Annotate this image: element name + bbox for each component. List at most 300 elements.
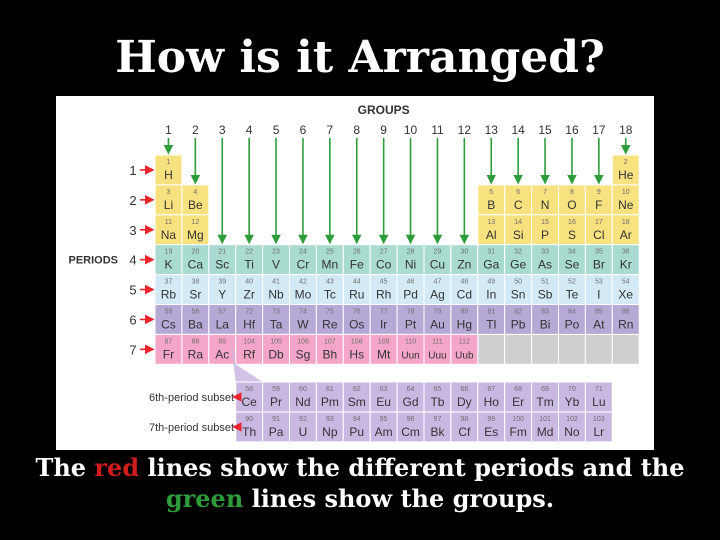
element-symbol: Es <box>484 425 499 439</box>
atomic-number: 37 <box>164 278 173 286</box>
atomic-number: 98 <box>460 416 469 423</box>
atomic-number: 97 <box>433 416 442 423</box>
period-number-5: 5 <box>129 282 137 298</box>
element-symbol: Se <box>564 257 580 272</box>
element-symbol: Yb <box>564 395 580 409</box>
atomic-number: 94 <box>352 416 361 423</box>
element-Si <box>505 215 532 245</box>
element-symbol: Uub <box>455 350 474 362</box>
atomic-number: 51 <box>541 278 549 286</box>
element-Mg <box>182 215 209 245</box>
element-symbol: Sb <box>537 287 553 302</box>
subset7-element-Cm <box>397 412 424 442</box>
subset6-element-Nd <box>290 382 317 412</box>
element-Pb <box>505 305 532 335</box>
atomic-number: 6 <box>516 188 521 196</box>
atomic-number: 24 <box>299 248 307 256</box>
element-symbol: Ne <box>618 197 634 212</box>
element-Bh <box>316 334 343 364</box>
element-Zr <box>236 275 263 305</box>
element-symbol: Be <box>188 197 203 212</box>
element-Ag <box>424 275 451 305</box>
element-Ta <box>263 305 290 335</box>
element-symbol: Pa <box>268 425 284 439</box>
element-symbol: Db <box>268 347 284 362</box>
atomic-number: 70 <box>568 386 576 393</box>
period-number-7: 7 <box>129 342 137 358</box>
atomic-number: 40 <box>245 278 254 286</box>
element-K <box>155 245 182 275</box>
atomic-number: 46 <box>406 278 415 286</box>
subset7-element-Es <box>478 412 505 442</box>
element-symbol: Kr <box>619 257 632 272</box>
element-symbol: Ir <box>379 317 388 332</box>
element-symbol: Y <box>218 287 227 302</box>
atomic-number: 62 <box>352 386 361 393</box>
atomic-number: 107 <box>324 338 336 346</box>
subset6-element-Gd <box>397 382 424 412</box>
element-Tl <box>478 305 505 335</box>
caption-text-2: lines show the different periods and the <box>139 453 685 482</box>
element-Mt <box>370 334 397 364</box>
element-Os <box>343 305 370 335</box>
element-N <box>532 185 559 215</box>
element-symbol: Cd <box>456 287 473 302</box>
atomic-number: 82 <box>514 308 523 316</box>
atomic-number: 55 <box>164 308 173 316</box>
element-Tc <box>316 275 343 305</box>
atomic-number: 95 <box>379 416 388 423</box>
atomic-number: 2 <box>623 159 628 166</box>
atomic-number: 17 <box>594 218 603 226</box>
element-symbol: Sc <box>215 257 230 272</box>
element-symbol: Os <box>349 317 365 332</box>
atomic-number: 30 <box>460 248 469 256</box>
atomic-number: 38 <box>191 278 200 286</box>
subset6-element-Sm <box>343 382 370 412</box>
atomic-number: 12 <box>191 218 200 226</box>
atomic-number: 56 <box>191 308 200 316</box>
group-number-7: 7 <box>326 123 334 137</box>
element-W <box>290 305 317 335</box>
atomic-number: 112 <box>458 338 470 346</box>
element-symbol: Tc <box>323 287 336 302</box>
element-symbol: Pm <box>320 395 339 409</box>
atomic-number: 36 <box>621 248 630 256</box>
subset7-element-No <box>559 412 586 442</box>
subset7-element-Lr <box>585 412 612 442</box>
element-symbol: Np <box>322 425 338 439</box>
element-symbol: Rf <box>243 347 256 362</box>
atomic-number: 45 <box>379 278 388 286</box>
element-symbol: Cu <box>429 257 446 272</box>
atomic-number: 32 <box>514 248 523 256</box>
element-symbol: Cl <box>593 227 605 242</box>
empty-cell <box>612 334 639 364</box>
atomic-number: 48 <box>460 278 469 286</box>
period-number-3: 3 <box>129 222 137 238</box>
element-O <box>559 185 586 215</box>
element-symbol: Ti <box>244 257 254 272</box>
atomic-number: 78 <box>406 308 415 316</box>
caption-red-word: red <box>94 453 140 482</box>
element-Uun <box>397 334 424 364</box>
element-symbol: La <box>215 317 229 332</box>
element-symbol: Si <box>512 227 524 242</box>
element-symbol: Ac <box>215 347 230 362</box>
element-symbol: Re <box>322 317 338 332</box>
element-Co <box>370 245 397 275</box>
element-Hf <box>236 305 263 335</box>
element-Pd <box>397 275 424 305</box>
element-I <box>585 275 612 305</box>
element-symbol: Cf <box>458 425 471 439</box>
atomic-number: 63 <box>379 386 388 393</box>
atomic-number: 53 <box>594 278 603 286</box>
element-symbol: O <box>567 197 577 212</box>
element-In <box>478 275 505 305</box>
subset7-element-Pa <box>263 412 290 442</box>
atomic-number: 72 <box>245 308 254 316</box>
subset6-element-Pm <box>316 382 343 412</box>
atomic-number: 87 <box>164 338 173 346</box>
atomic-number: 23 <box>272 248 280 256</box>
atomic-number: 22 <box>245 248 254 256</box>
element-Xe <box>612 275 639 305</box>
atomic-number: 21 <box>218 248 227 256</box>
atomic-number: 49 <box>487 278 496 286</box>
atomic-number: 84 <box>568 308 576 316</box>
element-As <box>532 245 559 275</box>
atomic-number: 19 <box>164 248 173 256</box>
group-number-13: 13 <box>484 123 498 137</box>
element-symbol: Eu <box>376 395 391 409</box>
atomic-number: 76 <box>352 308 361 316</box>
atomic-number: 5 <box>489 188 494 196</box>
element-Ne <box>612 185 639 215</box>
group-number-16: 16 <box>565 123 579 137</box>
element-symbol: Li <box>163 197 174 212</box>
element-symbol: Cs <box>161 317 176 332</box>
empty-cell <box>559 334 586 364</box>
atomic-number: 39 <box>218 278 227 286</box>
atomic-number: 54 <box>621 278 630 286</box>
atomic-number: 108 <box>350 338 363 346</box>
element-symbol: Tm <box>536 395 554 409</box>
element-symbol: Ni <box>404 257 417 272</box>
atomic-number: 109 <box>377 338 390 346</box>
element-Rf <box>236 334 263 364</box>
element-Ti <box>236 245 263 275</box>
atomic-number: 65 <box>433 386 442 393</box>
subset-label-6: 6th-period subset <box>149 391 234 404</box>
atomic-number: 67 <box>487 386 496 393</box>
element-Re <box>316 305 343 335</box>
element-symbol: In <box>486 287 497 302</box>
element-symbol: Br <box>592 257 605 272</box>
atomic-number: 69 <box>541 386 549 393</box>
atomic-number: 57 <box>218 308 227 316</box>
atomic-number: 92 <box>299 416 307 423</box>
element-symbol: At <box>593 317 605 332</box>
atomic-number: 75 <box>325 308 334 316</box>
subset7-element-Am <box>370 412 397 442</box>
atomic-number: 50 <box>514 278 523 286</box>
atomic-number: 80 <box>460 308 469 316</box>
atomic-number: 29 <box>433 248 442 256</box>
element-Li <box>155 185 182 215</box>
element-Db <box>263 334 290 364</box>
element-C <box>505 185 532 215</box>
element-Cs <box>155 305 182 335</box>
element-symbol: Sg <box>295 347 311 362</box>
element-V <box>263 245 290 275</box>
element-At <box>585 305 612 335</box>
element-symbol: Po <box>564 317 580 332</box>
group-number-1: 1 <box>165 123 172 137</box>
slide-title: How is it Arranged? <box>115 32 605 83</box>
caption <box>20 452 700 514</box>
element-La <box>209 305 236 335</box>
subset6-element-Yb <box>559 382 586 412</box>
element-symbol: Er <box>512 395 525 409</box>
element-Hs <box>343 334 370 364</box>
atomic-number: 81 <box>487 308 496 316</box>
atomic-number: 13 <box>487 218 496 226</box>
periodic-table <box>56 96 654 450</box>
element-Au <box>424 305 451 335</box>
period-number-2: 2 <box>129 192 137 208</box>
atomic-number: 61 <box>325 386 334 393</box>
atomic-number: 88 <box>191 338 200 346</box>
element-Sn <box>505 275 532 305</box>
element-Uuu <box>424 334 451 364</box>
element-symbol: Lu <box>592 395 606 409</box>
group-number-17: 17 <box>592 123 606 137</box>
element-Po <box>559 305 586 335</box>
subset7-element-Md <box>532 412 559 442</box>
element-symbol: No <box>564 425 580 439</box>
element-Ca <box>182 245 209 275</box>
atomic-number: 41 <box>272 278 280 286</box>
element-symbol: N <box>540 197 550 212</box>
element-symbol: Rn <box>618 317 634 332</box>
element-Na <box>155 215 182 245</box>
element-symbol: Ru <box>349 287 365 302</box>
element-symbol: Am <box>374 425 393 439</box>
element-symbol: Pu <box>349 425 365 439</box>
element-Cd <box>451 275 478 305</box>
element-symbol: Ga <box>483 257 500 272</box>
atomic-number: 101 <box>539 416 551 423</box>
element-symbol: Cm <box>401 425 420 439</box>
element-Fr <box>155 334 182 364</box>
atomic-number: 90 <box>245 416 254 423</box>
atomic-number: 74 <box>299 308 307 316</box>
atomic-number: 111 <box>432 338 443 346</box>
element-symbol: Hf <box>243 317 256 332</box>
atomic-number: 9 <box>596 188 601 196</box>
element-Sg <box>290 334 317 364</box>
element-symbol: C <box>513 197 523 212</box>
atomic-number: 64 <box>406 386 415 393</box>
group-number-3: 3 <box>218 123 226 137</box>
group-number-18: 18 <box>619 123 633 137</box>
element-symbol: Hs <box>349 347 365 362</box>
atomic-number: 15 <box>541 218 549 226</box>
element-symbol: Co <box>375 257 392 272</box>
group-number-12: 12 <box>457 123 472 137</box>
element-symbol: Al <box>485 227 497 242</box>
empty-cell <box>505 334 532 364</box>
atomic-number: 14 <box>514 218 523 226</box>
atomic-number: 73 <box>272 308 280 316</box>
element-Fe <box>343 245 370 275</box>
element-symbol: Fm <box>509 425 527 439</box>
element-symbol: Te <box>565 287 579 302</box>
element-symbol: Mg <box>187 227 204 242</box>
atomic-number: 43 <box>325 278 334 286</box>
subset7-element-Fm <box>505 412 532 442</box>
element-symbol: Bi <box>539 317 551 332</box>
element-Kr <box>612 245 639 275</box>
element-symbol: Sr <box>189 287 202 302</box>
element-Se <box>559 245 586 275</box>
atomic-number: 26 <box>352 248 361 256</box>
element-symbol: U <box>298 425 308 439</box>
empty-cell <box>478 334 505 364</box>
atomic-number: 35 <box>594 248 603 256</box>
atomic-number: 58 <box>245 386 254 393</box>
element-symbol: V <box>272 257 281 272</box>
element-symbol: S <box>567 227 576 242</box>
element-symbol: Fr <box>162 347 175 362</box>
subset7-element-Np <box>316 412 343 442</box>
atomic-number: 16 <box>568 218 576 226</box>
element-symbol: Na <box>160 227 177 242</box>
atomic-number: 83 <box>541 308 549 316</box>
element-symbol: W <box>297 317 309 332</box>
subset6-element-Ho <box>478 382 505 412</box>
element-Ba <box>182 305 209 335</box>
element-Br <box>585 245 612 275</box>
element-symbol: Bk <box>430 425 445 439</box>
subset6-element-Pr <box>263 382 290 412</box>
element-symbol: Lr <box>593 425 605 439</box>
element-symbol: Tb <box>430 395 445 409</box>
element-Ra <box>182 334 209 364</box>
subset7-element-Pu <box>343 412 370 442</box>
element-symbol: Ta <box>269 317 283 332</box>
periods-label: PERIODS <box>68 254 118 267</box>
element-symbol: B <box>487 197 496 212</box>
element-Sb <box>532 275 559 305</box>
group-number-6: 6 <box>299 123 307 137</box>
element-Te <box>559 275 586 305</box>
atomic-number: 59 <box>272 386 280 393</box>
subset6-element-Lu <box>585 382 612 412</box>
element-symbol: Mn <box>321 257 339 272</box>
element-symbol: He <box>618 168 634 182</box>
atomic-number: 25 <box>325 248 334 256</box>
atomic-number: 99 <box>487 416 496 423</box>
atomic-number: 33 <box>541 248 549 256</box>
element-Rh <box>370 275 397 305</box>
element-symbol: Sm <box>347 395 366 409</box>
element-Nb <box>263 275 290 305</box>
element-symbol: As <box>538 257 553 272</box>
element-symbol: Au <box>430 317 445 332</box>
atomic-number: 1 <box>166 159 171 166</box>
atomic-number: 110 <box>404 338 417 346</box>
element-symbol: Bh <box>322 347 338 362</box>
atomic-number: 86 <box>621 308 630 316</box>
atomic-number: 44 <box>352 278 361 286</box>
element-symbol: P <box>541 227 550 242</box>
subset6-element-Er <box>505 382 532 412</box>
element-symbol: Zr <box>243 287 255 302</box>
atomic-number: 105 <box>270 338 282 346</box>
group-number-15: 15 <box>538 123 552 137</box>
element-symbol: Gd <box>402 395 419 409</box>
atomic-number: 28 <box>406 248 415 256</box>
element-He <box>612 155 639 185</box>
subset6-element-Ce <box>236 382 263 412</box>
atomic-number: 47 <box>433 278 442 286</box>
periodic-table-figure <box>56 96 654 450</box>
atomic-number: 79 <box>433 308 442 316</box>
atomic-number: 11 <box>164 218 173 226</box>
element-symbol: H <box>164 168 173 182</box>
element-Uub <box>451 334 478 364</box>
atomic-number: 104 <box>243 338 255 346</box>
element-symbol: Nd <box>295 395 311 409</box>
atomic-number: 77 <box>379 308 388 316</box>
atomic-number: 20 <box>191 248 200 256</box>
element-symbol: Uun <box>401 350 420 362</box>
element-symbol: Zn <box>457 257 472 272</box>
caption-text-1: The <box>35 453 95 482</box>
group-number-8: 8 <box>353 123 361 137</box>
atomic-number: 27 <box>379 248 388 256</box>
element-Mn <box>316 245 343 275</box>
atomic-number: 71 <box>594 386 603 393</box>
element-symbol: Fe <box>349 257 364 272</box>
element-Ar <box>612 215 639 245</box>
element-symbol: Ca <box>187 257 204 272</box>
element-Cu <box>424 245 451 275</box>
empty-cell <box>532 334 559 364</box>
element-symbol: I <box>597 287 601 302</box>
element-Y <box>209 275 236 305</box>
group-number-10: 10 <box>403 123 418 137</box>
element-symbol: Sn <box>510 287 526 302</box>
subset7-element-Th <box>236 412 263 442</box>
atomic-number: 31 <box>487 248 496 256</box>
element-Bi <box>532 305 559 335</box>
period-number-1: 1 <box>129 162 137 178</box>
element-symbol: Ce <box>241 395 257 409</box>
subset7-element-Bk <box>424 412 451 442</box>
element-symbol: Ba <box>188 317 203 332</box>
atomic-number: 18 <box>621 218 630 226</box>
element-P <box>532 215 559 245</box>
element-Rn <box>612 305 639 335</box>
element-symbol: Ar <box>619 227 632 242</box>
element-symbol: Pb <box>510 317 526 332</box>
element-symbol: Mt <box>376 347 391 362</box>
atomic-number: 85 <box>594 308 603 316</box>
